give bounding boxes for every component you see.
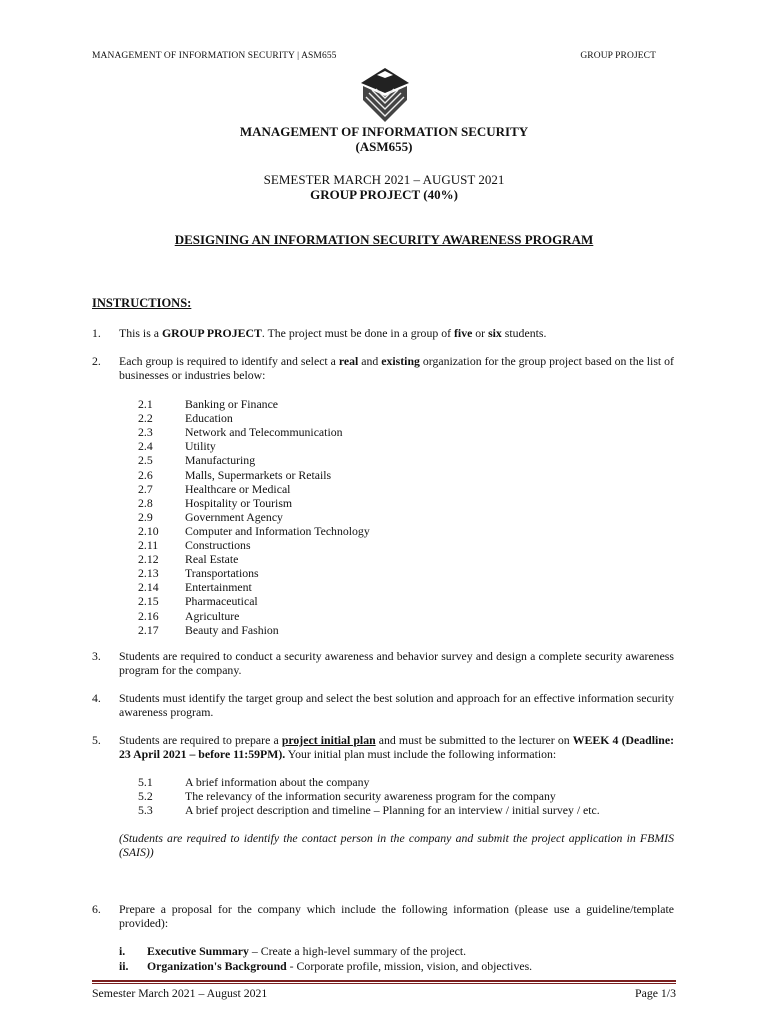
item-number: 4. xyxy=(92,691,101,705)
industry-item xyxy=(138,566,259,580)
industry-item xyxy=(138,594,258,608)
industry-item xyxy=(138,496,292,510)
project-topic: DESIGNING AN INFORMATION SECURITY AWARENESS PROGRAM xyxy=(174,232,594,247)
footer-rule xyxy=(92,980,676,982)
industry-text: Network and Telecommunication xyxy=(185,425,343,440)
semester-line: SEMESTER MARCH 2021 – AUGUST 2021 xyxy=(263,172,505,187)
industry-text: Healthcare or Medical xyxy=(185,481,291,496)
industry-number: 2.5 xyxy=(138,453,153,468)
industry-item xyxy=(138,580,252,594)
instruction-item-6: 6. Prepare a proposal for the company which include the following information (please use a guideline/template provided): xyxy=(92,902,674,930)
industry-number: 2.13 xyxy=(138,566,159,581)
industry-number: 2.1 xyxy=(138,397,153,411)
industry-text: Beauty and Fashion xyxy=(185,622,279,637)
industry-item xyxy=(138,411,233,425)
running-header-left: MANAGEMENT OF INFORMATION SECURITY | ASM655 xyxy=(92,51,337,61)
industry-text: Entertainment xyxy=(185,580,252,595)
plan-item xyxy=(138,803,600,817)
industry-text: Constructions xyxy=(185,538,251,552)
industry-item xyxy=(138,524,370,538)
industry-number: 2.9 xyxy=(138,509,153,524)
industry-text: Government Agency xyxy=(185,509,283,524)
proposal-label: Organization's Background xyxy=(147,959,287,973)
industry-item xyxy=(138,552,238,566)
instruction-item-3: 3. Students are required to conduct a security awareness and behavior survey and design a complete security awareness program for the company. xyxy=(92,649,674,677)
instruction-item-4: 4. Students must identify the target group and select the best solution and approach for an effective information security awareness program. xyxy=(92,691,674,719)
industry-item xyxy=(138,453,255,467)
industry-number: 2.11 xyxy=(138,538,159,552)
proposal-label: Executive Summary xyxy=(147,944,249,958)
industry-item xyxy=(138,468,331,482)
industry-number: 2.4 xyxy=(138,439,153,454)
project-weight: GROUP PROJECT (40%) xyxy=(310,187,458,202)
plan-number: 5.1 xyxy=(138,775,153,789)
plan-number: 5.3 xyxy=(138,803,153,818)
industry-number: 2.15 xyxy=(138,594,159,609)
plan-text: A brief information about the company xyxy=(185,775,370,789)
industry-text: Malls, Supermarkets or Retails xyxy=(185,467,332,482)
industry-text: Transportations xyxy=(185,566,259,581)
industry-text: Pharmaceutical xyxy=(185,594,258,609)
item-number: 2. xyxy=(92,354,101,368)
plan-text: The relevancy of the information security awareness program for the company xyxy=(185,789,556,804)
industry-number: 2.14 xyxy=(138,580,159,595)
proposal-item xyxy=(119,959,532,973)
industry-number: 2.2 xyxy=(138,411,153,426)
industry-item xyxy=(138,439,216,453)
item-number: 5. xyxy=(92,733,101,747)
industry-number: 2.7 xyxy=(138,481,153,496)
plan-item xyxy=(138,775,369,789)
industry-text: Hospitality or Tourism xyxy=(185,495,293,510)
instructions-heading: INSTRUCTIONS: xyxy=(92,296,192,310)
industry-text: Utility xyxy=(185,439,216,454)
industry-item xyxy=(138,538,251,552)
industry-text: Education xyxy=(185,411,233,426)
industry-text: Agriculture xyxy=(185,608,240,623)
industry-text: Banking or Finance xyxy=(185,397,279,411)
industry-number: 2.17 xyxy=(138,622,159,637)
industry-text: Computer and Information Technology xyxy=(185,523,370,538)
industry-item xyxy=(138,482,290,496)
course-code: (ASM655) xyxy=(355,139,413,154)
proposal-number: i. xyxy=(119,944,126,958)
proposal-item xyxy=(119,944,466,958)
footer-rule-thin xyxy=(92,983,676,984)
item-number: 6. xyxy=(92,902,101,916)
footer-semester: Semester March 2021 – August 2021 xyxy=(92,986,268,1000)
plan-number: 5.2 xyxy=(138,789,153,804)
industry-number: 2.10 xyxy=(138,523,159,538)
industry-item xyxy=(138,623,279,637)
instruction-item-1: 1. This is a GROUP PROJECT. The project must be done in a group of five or six students. xyxy=(92,326,547,340)
industry-text: Real Estate xyxy=(185,552,239,567)
industry-item xyxy=(138,609,239,623)
running-header-right: GROUP PROJECT xyxy=(580,51,656,61)
university-crest-icon xyxy=(359,67,411,123)
proposal-text: - Corporate profile, mission, vision, and objectives. xyxy=(286,959,533,973)
plan-text: A brief project description and timeline – Planning for an interview / initial survey / etc. xyxy=(185,803,600,818)
proposal-text: – Create a high-level summary of the project. xyxy=(248,944,467,958)
proposal-number: ii. xyxy=(119,959,129,973)
industry-number: 2.8 xyxy=(138,495,153,510)
plan-note: (Students are required to identify the contact person in the company and submit the project application in FBMIS (SAIS)) xyxy=(119,831,674,859)
item-number: 1. xyxy=(92,326,101,340)
industry-number: 2.12 xyxy=(138,552,159,567)
footer-page-number: Page 1/3 xyxy=(635,986,676,1000)
industry-item xyxy=(138,510,283,524)
instruction-item-2: 2. Each group is required to identify and select a real and existing organization for the group project based on the list of businesses or industries below: xyxy=(92,354,674,382)
plan-item xyxy=(138,789,556,803)
item-number: 3. xyxy=(92,649,101,663)
industry-item xyxy=(138,425,343,439)
industry-item xyxy=(138,397,278,411)
industry-text: Manufacturing xyxy=(185,453,256,468)
industry-number: 2.6 xyxy=(138,467,153,482)
instruction-item-5: 5. Students are required to prepare a project initial plan and must be submitted to the lecturer on WEEK 4 (Deadline: 23 April 2021 – before 11:59PM). Your initial plan must include the following information: xyxy=(92,733,674,761)
course-title: MANAGEMENT OF INFORMATION SECURITY xyxy=(239,124,529,139)
industry-number: 2.3 xyxy=(138,425,153,440)
industry-number: 2.16 xyxy=(138,608,159,623)
